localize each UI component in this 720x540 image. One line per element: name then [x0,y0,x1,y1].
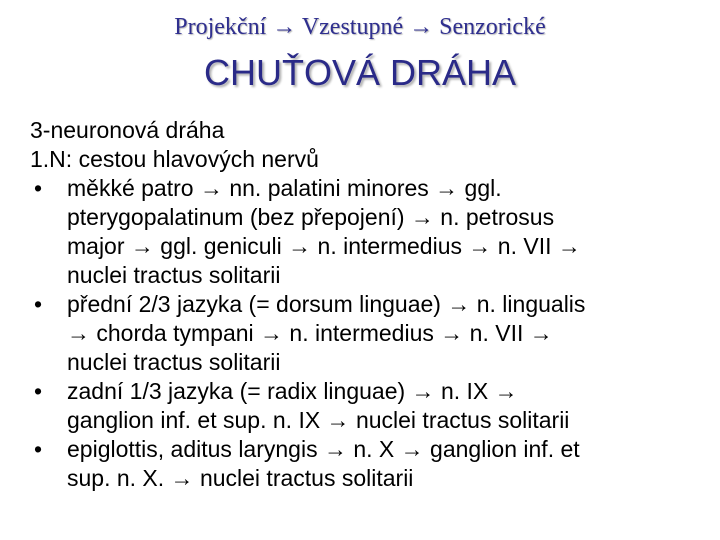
bullet-line: nuclei tractus solitarii [67,349,281,375]
bullet-line: zadní 1/3 jazyka (= radix linguae) → n. IX → [67,378,518,404]
bullet-item-soft-palate [30,174,710,290]
bullet-icon: • [34,436,43,462]
bullet-line: ganglion inf. et sup. n. IX → nuclei tractus solitarii [67,407,570,433]
bullet-line: měkké patro → nn. palatini minores → ggl. [67,175,502,201]
bullet-item-epiglottis [30,435,710,493]
bullet-icon: • [34,175,43,201]
bullet-line: nuclei tractus solitarii [67,262,281,288]
bullet-line: přední 2/3 jazyka (= dorsum linguae) → n. lingualis [67,291,586,317]
intro-line: 1.N: cestou hlavových nervů [30,146,319,172]
slide-title: CHUŤOVÁ DRÁHA [203,52,517,93]
bullet-line: major → ggl. geniculi → n. intermedius → n. VII → [67,233,581,259]
bullet-line: pterygopalatinum (bez přepojení) → n. petrosus [67,204,555,230]
bullet-line: sup. n. X. → nuclei tractus solitarii [67,465,414,491]
bullet-item-anterior-tongue [30,290,710,377]
bullet-icon: • [34,378,43,404]
bullet-line: epiglottis, aditus laryngis → n. X → ganglion inf. et [67,436,580,462]
slide-body [30,116,710,493]
bullet-line: → chorda tympani → n. intermedius → n. VII → [67,320,553,346]
bullet-icon: • [34,291,43,317]
slide-subtitle: Projekční → Vzestupné → Senzorické [174,14,546,40]
bullet-list [30,174,710,493]
intro-line: 3-neuronová dráha [30,117,225,143]
bullet-item-posterior-tongue [30,377,710,435]
